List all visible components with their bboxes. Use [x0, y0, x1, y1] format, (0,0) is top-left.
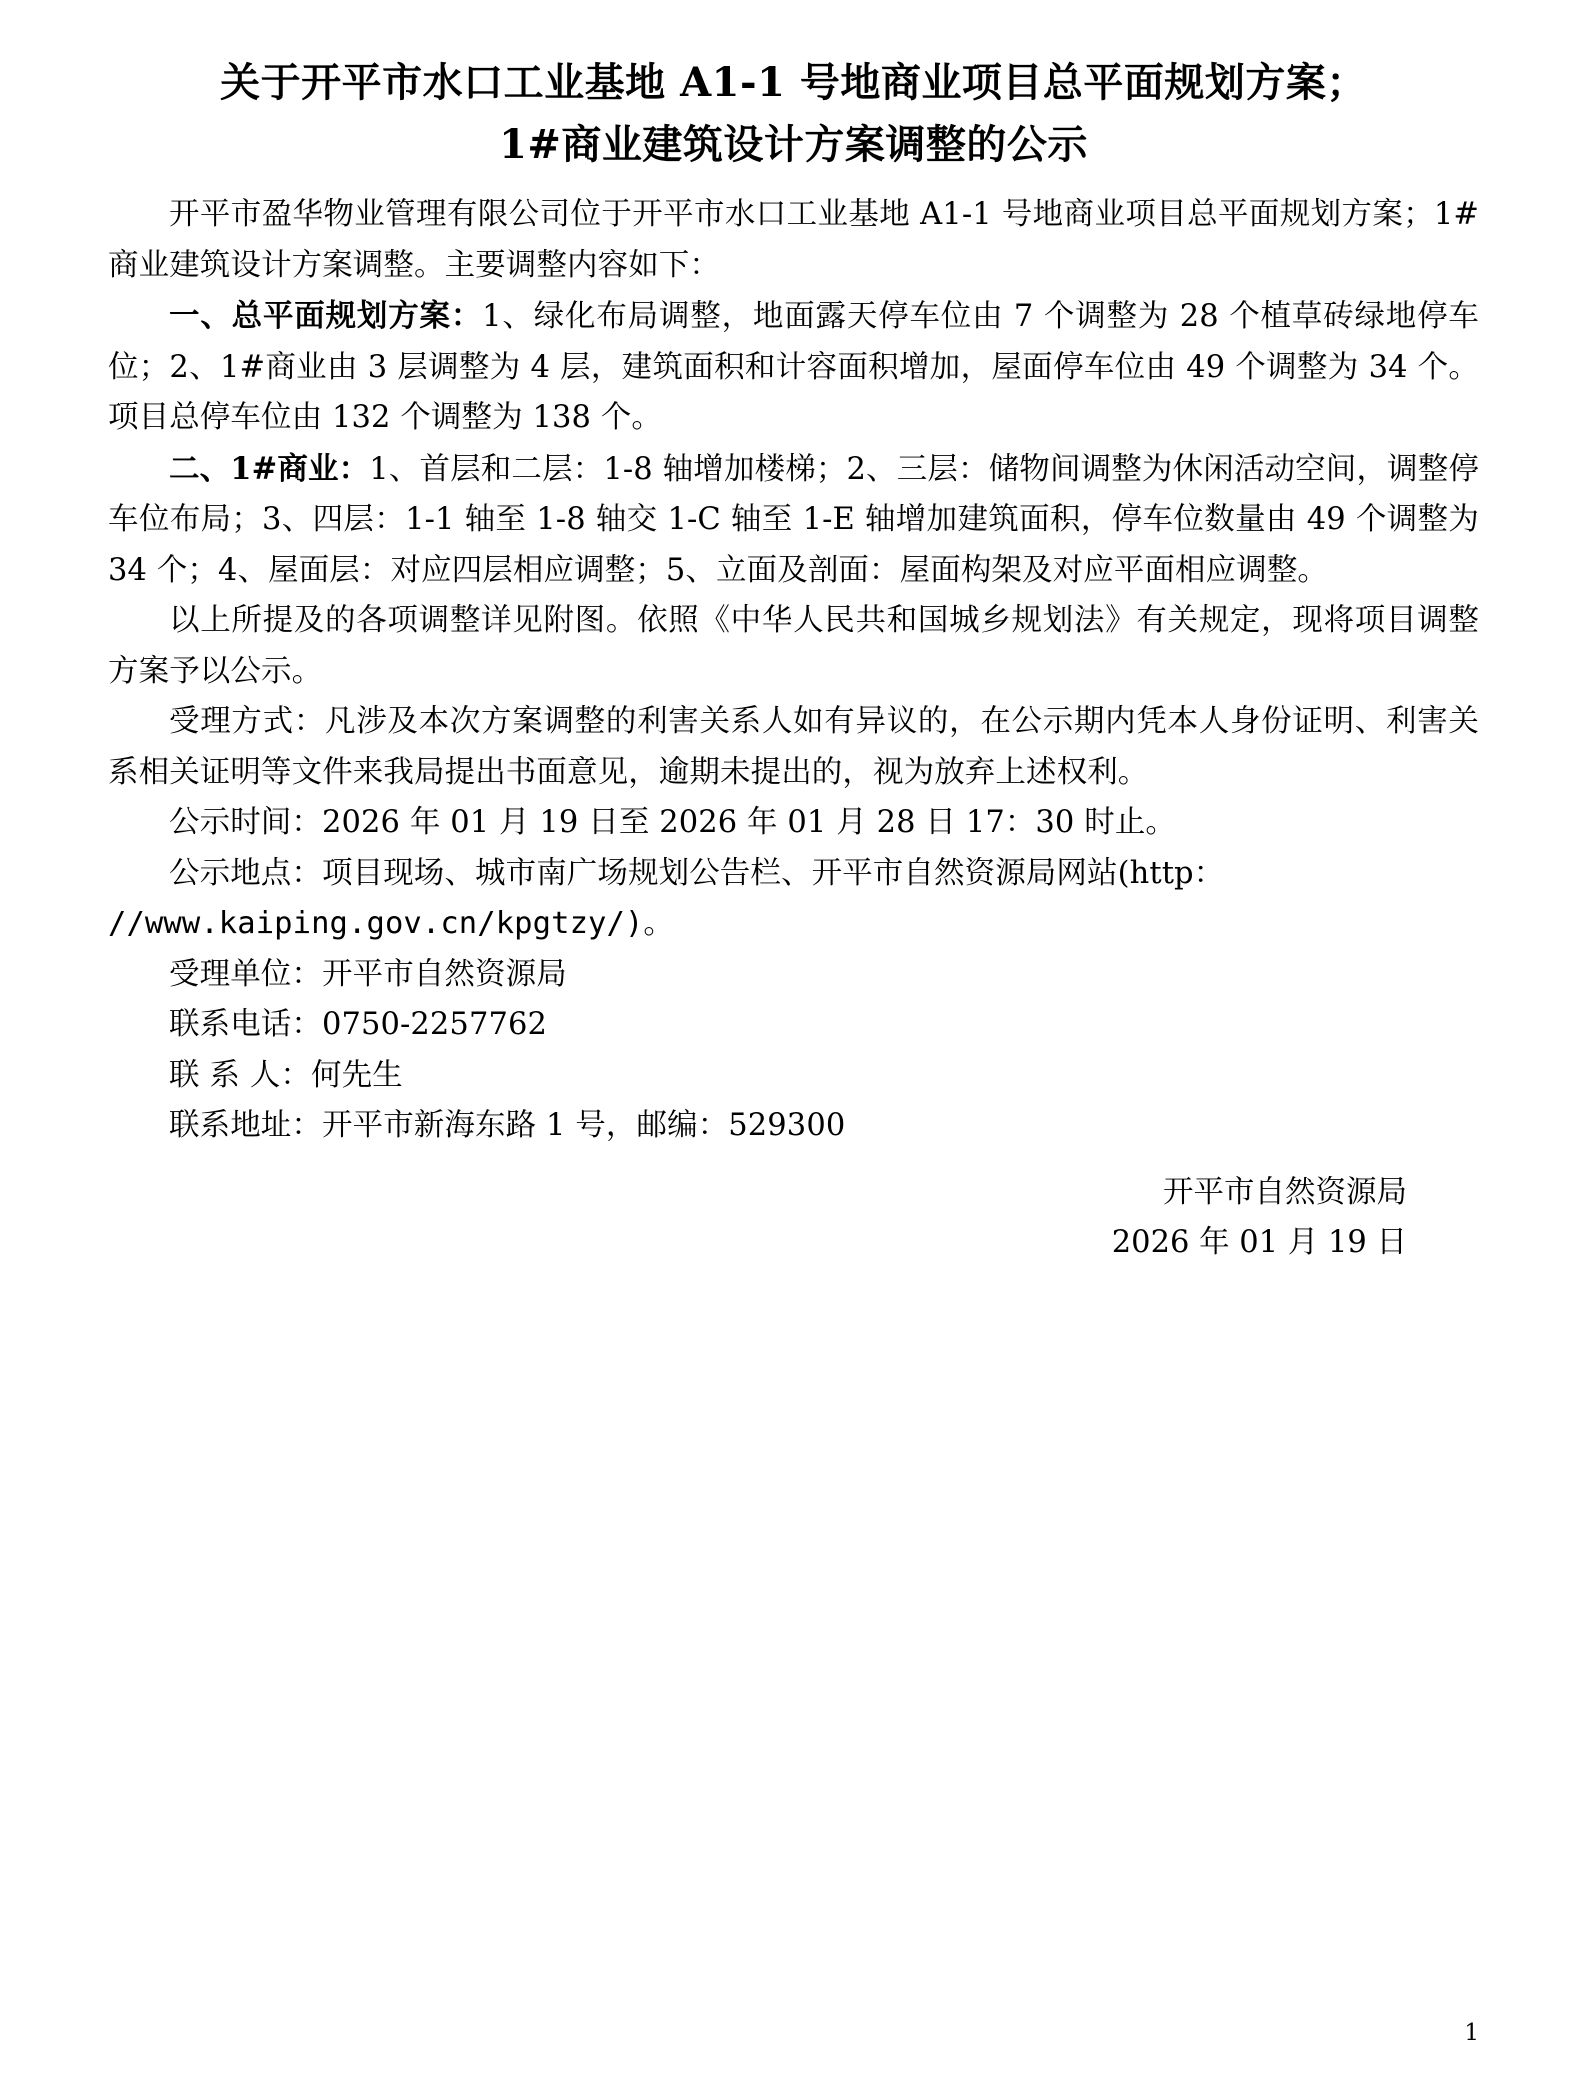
notice-place	[108, 849, 1479, 900]
acceptance-paragraph: 受理方式：凡涉及本次方案调整的利害关系人如有异议的，在公示期内凭本人身份证明、利害关系相关证明等文件来我局提出书面意见，逾期未提出的，视为放弃上述权利。	[108, 704, 1479, 790]
section-one-body: 1、绿化布局调整，地面露天停车位由 7 个调整为 28 个植草砖绿地停车位；2、1#商业由 3 层调整为 4 层，建筑面积和计容面积增加，屋面停车位由 49 个调整为 34 个。项目总停车位由 132 个调整为 138 个。	[108, 299, 1480, 435]
notice-period: 公示时间：2026 年 01 月 19 日至 2026 年 01 月 28 日 17：30 时止。	[169, 805, 1177, 840]
signature-block	[108, 1168, 1479, 1269]
section-two-paragraph	[108, 444, 1479, 597]
contact-address: 联系地址：开平市新海东路 1 号，邮编：529300	[169, 1108, 846, 1143]
page-title-line-1: 关于开平市水口工业基地 A1-1 号地商业项目总平面规划方案；	[220, 59, 1367, 106]
page-title	[108, 52, 1479, 176]
document-body	[108, 190, 1479, 1269]
notice-place-text: 公示地点：项目现场、城市南广场规划公告栏、开平市自然资源局网站(http：	[169, 855, 1225, 891]
intro-paragraph: 开平市盈华物业管理有限公司位于开平市水口工业基地 A1-1 号地商业项目总平面规划方案；1#商业建筑设计方案调整。主要调整内容如下：	[108, 197, 1479, 283]
section-one-lead: 一、总平面规划方案：	[169, 298, 483, 334]
contact-phone: 联系电话：0750-2257762	[169, 1007, 547, 1042]
section-two-lead: 二、1#商业：	[169, 450, 370, 487]
section-one-paragraph	[108, 291, 1479, 444]
section-two-body: 1、首层和二层：1-8 轴增加楼梯；2、三层：储物间调整为休闲活动空间，调整停车位布局；3、四层：1-1 轴至 1-8 轴交 1-C 轴至 1-E 轴增加建筑面积，停车位数量由 49 个调整为 34 个；4、屋面层：对应四层相应调整；5、立面及剖面：屋面构架及对应平面相应调整。	[108, 451, 1479, 588]
signature-date: 2026 年 01 月 19 日	[1111, 1225, 1407, 1260]
closing-paragraph: 以上所提及的各项调整详见附图。依照《中华人民共和国城乡规划法》有关规定，现将项目调整方案予以公示。	[108, 603, 1479, 689]
page-title-line-2: 1#商业建筑设计方案调整的公示	[499, 121, 1088, 168]
notice-place-url: //www.kaiping.gov.cn/kpgtzy/)。	[108, 906, 675, 941]
page-number: 1	[1464, 2020, 1479, 2046]
signature-organization: 开平市自然资源局	[1163, 1174, 1407, 1210]
contact-person: 联 系 人：何先生	[169, 1057, 403, 1093]
accepting-unit: 受理单位：开平市自然资源局	[169, 956, 567, 992]
